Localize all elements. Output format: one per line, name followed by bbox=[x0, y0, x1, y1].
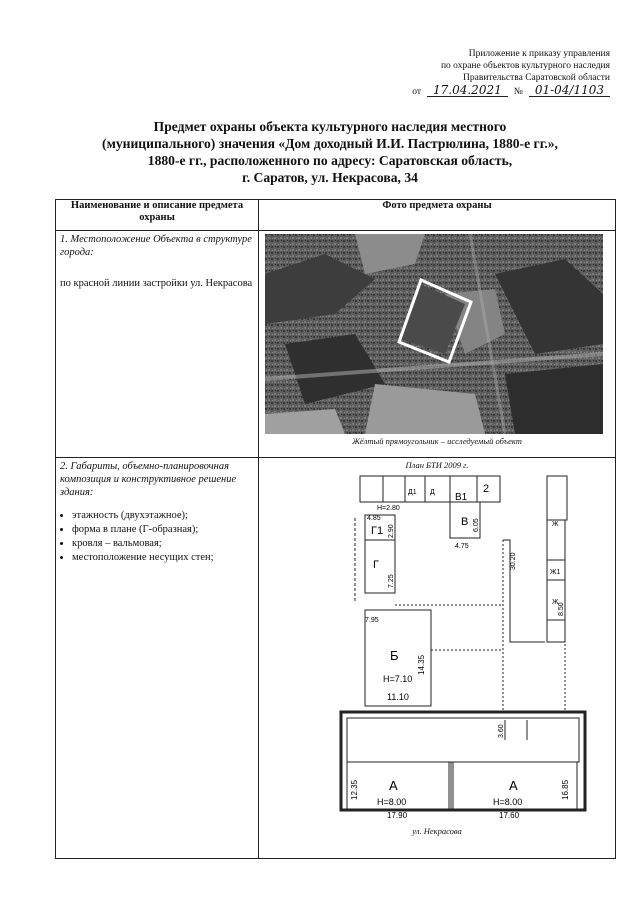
plan-label-g: Г bbox=[373, 559, 379, 571]
list-item: • этажность (двухэтажное); bbox=[72, 509, 254, 522]
col-header-description: Наименование и описание предмета охраны bbox=[56, 200, 259, 231]
plan-dim-290: 2.90 bbox=[388, 524, 395, 538]
number-label: № bbox=[513, 87, 523, 97]
bti-plan-drawing bbox=[265, 470, 603, 826]
row1-description bbox=[56, 231, 259, 458]
order-date: 17.04.2021 bbox=[427, 84, 508, 97]
plan-height-a2: Н=8.00 bbox=[493, 797, 523, 807]
row2-heading: 2. Габариты, объемно-планировочная композиция и конструктивное решение здания: bbox=[60, 461, 237, 498]
header-line1: Приложение к приказу управления bbox=[468, 49, 610, 59]
plan-title: План БТИ 2009 г. bbox=[405, 460, 469, 470]
plan-label-zh: Ж bbox=[552, 521, 559, 528]
header-line3: Правительства Саратовской области bbox=[463, 73, 610, 83]
list-item: • форма в плане (Г-образная); bbox=[72, 523, 254, 536]
plan-footer: ул. Некрасова bbox=[412, 826, 462, 836]
plan-height-a1: Н=8.00 bbox=[377, 797, 407, 807]
col-header-photo: Фото предмета охраны bbox=[259, 200, 616, 231]
plan-dim-a2-width: 17.60 bbox=[499, 811, 520, 820]
plan-dim-725: 7.25 bbox=[388, 574, 395, 588]
protection-table bbox=[55, 199, 616, 859]
list-item: • местоположение несущих стен; bbox=[72, 551, 254, 564]
plan-dim-360: 3.60 bbox=[498, 724, 505, 738]
plan-label-a1: А bbox=[389, 778, 398, 793]
order-header bbox=[370, 48, 610, 98]
title-line4: г. Саратов, ул. Некрасова, 34 bbox=[242, 170, 418, 185]
plan-dim-850: 8.50 bbox=[558, 602, 565, 616]
plan-dim-795: 7.95 bbox=[365, 617, 379, 624]
header-line2: по охране объектов культурного наследия bbox=[440, 61, 610, 71]
title-line2: (муниципального) значения «Дом доходный И.И. Пастрюлина, 1880-е гг.», bbox=[102, 136, 558, 151]
plan-dim-3020: 30.20 bbox=[510, 552, 517, 570]
list-item: • кровля – вальмовая; bbox=[72, 537, 254, 550]
row1-photo-cell bbox=[259, 231, 616, 458]
row1-text: по красной линии застройки ул. Некрасова bbox=[60, 278, 253, 289]
plan-label-v1: В1 bbox=[455, 492, 468, 503]
title-line3: 1880-е гг., расположенного по адресу: Саратовская область, bbox=[147, 153, 513, 168]
row2-list bbox=[60, 509, 254, 564]
aerial-photo bbox=[265, 234, 603, 434]
plan-label-g1: Г1 bbox=[371, 525, 384, 537]
plan-dim-a2-height: 16.85 bbox=[561, 779, 570, 800]
order-number: 01-04/1103 bbox=[529, 84, 610, 97]
row2-description bbox=[56, 458, 259, 859]
plan-label-d: Д bbox=[430, 489, 435, 496]
plan-dim-a1-width: 17.90 bbox=[387, 811, 408, 820]
document-title bbox=[80, 118, 580, 186]
row1-heading: 1. Местоположение Объекта в структуре города: bbox=[60, 234, 252, 258]
plan-dim-b-width: 11.10 bbox=[387, 692, 409, 702]
plan-label-2: 2 bbox=[483, 483, 490, 495]
plan-dim-a1-height: 12.35 bbox=[350, 779, 359, 800]
table-row bbox=[56, 231, 616, 458]
plan-height-g: Н=2.80 bbox=[377, 505, 400, 512]
title-line1: Предмет охраны объекта культурного наследия местного bbox=[153, 119, 507, 134]
plan-label-zh1: Ж1 bbox=[550, 569, 561, 576]
plan-label-b: Б bbox=[390, 648, 399, 663]
table-header-row bbox=[56, 200, 616, 231]
row2-plan-cell bbox=[259, 458, 616, 859]
plan-dim-b-height: 14.35 bbox=[417, 654, 426, 675]
photo-caption: Жёлтый прямоугольник – исследуемый объект bbox=[352, 436, 522, 446]
plan-dim-485: 4.85 bbox=[367, 515, 381, 522]
from-label: от bbox=[412, 87, 422, 97]
plan-label-v: В bbox=[461, 516, 469, 528]
plan-dim-605: 6.05 bbox=[473, 518, 480, 532]
header-date-row bbox=[370, 84, 610, 98]
bti-plan bbox=[265, 470, 603, 826]
aerial-photo-image bbox=[265, 234, 603, 434]
plan-label-a2: А bbox=[509, 778, 518, 793]
plan-label-d1: Д1 bbox=[408, 489, 417, 496]
plan-height-b: Н=7.10 bbox=[383, 674, 413, 684]
plan-dim-475: 4.75 bbox=[455, 543, 469, 550]
plan-label-zh2: Ж bbox=[552, 599, 559, 606]
table-row bbox=[56, 458, 616, 859]
